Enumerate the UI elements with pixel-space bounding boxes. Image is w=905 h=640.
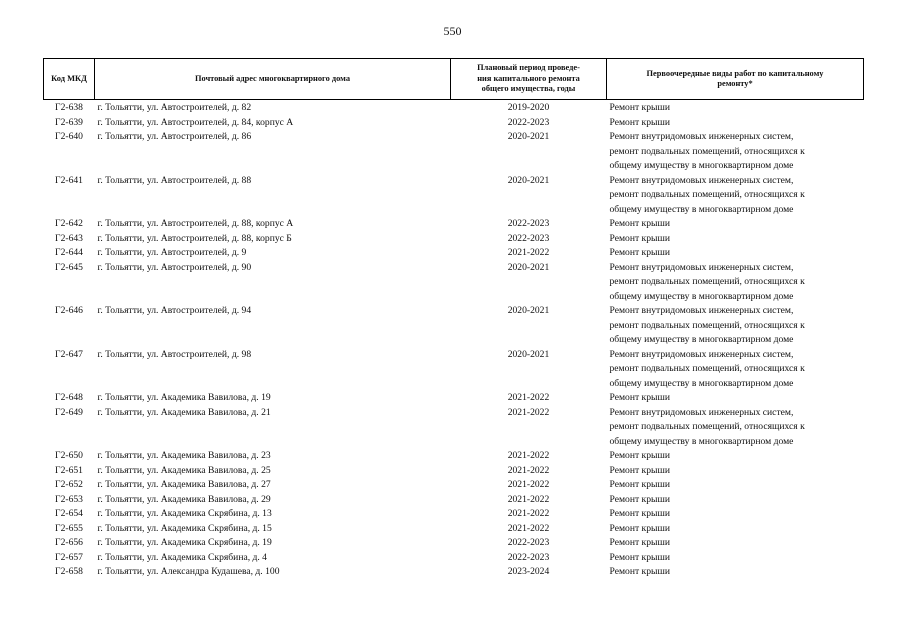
table-row [44,507,864,522]
table-row [44,522,864,537]
row-address: г. Тольятти, ул. Академика Скрябина, д. 4 [97,551,267,563]
header-works-line: Первоочередные виды работ по капитальному [646,68,824,78]
table-row [44,304,864,348]
row-address: г. Тольятти, ул. Александра Кудашева, д. 100 [97,566,280,577]
row-works [607,304,864,348]
works-line: ремонт подвальных помещений, относящихся к [609,363,805,374]
row-period: 2022-2023 [507,218,550,229]
row-period: 2019-2020 [507,102,550,113]
row-works [607,478,864,493]
table-row [44,246,864,261]
works-line: Ремонт крыши [609,232,670,244]
row-period: 2020-2021 [507,305,550,316]
works-line: Ремонт крыши [609,450,670,461]
header-period [451,59,607,100]
row-address: г. Тольятти, ул. Академика Вавилова, д. 19 [97,392,271,403]
row-code: Г2-642 [55,218,83,229]
row-period: 2022-2023 [507,537,550,548]
works-line: Ремонт крыши [609,116,670,128]
works-line: общему имуществу в многоквартирном доме [609,290,794,302]
row-period: 2020-2021 [507,348,550,360]
works-line: Ремонт внутридомовых инженерных систем, [609,406,794,418]
header-period-line: ния капитального ремонта [477,73,580,83]
row-works [607,100,864,116]
works-line: Ремонт внутридомовых инженерных систем, [609,305,794,316]
table-row [44,464,864,479]
row-works [607,261,864,305]
works-line: Ремонт крыши [609,508,670,519]
row-code: Г2-640 [55,131,83,142]
table-row [44,100,864,116]
row-period: 2020-2021 [507,174,550,186]
row-works [607,174,864,218]
row-address: г. Тольятти, ул. Академика Скрябина, д. 15 [97,522,272,534]
works-line: ремонт подвальных помещений, относящихся к [609,319,805,331]
row-code: Г2-641 [55,174,83,186]
row-works [607,406,864,450]
table-row [44,565,864,580]
table-row [44,551,864,566]
row-code: Г2-643 [55,232,83,244]
header-period-line: Плановый период проведе- [477,63,580,73]
row-code: Г2-645 [55,261,83,273]
table-row [44,406,864,450]
row-code: Г2-651 [55,464,83,476]
row-address: г. Тольятти, ул. Автостроителей, д. 98 [97,348,252,360]
row-address: г. Тольятти, ул. Автостроителей, д. 88 [97,174,252,186]
table-body [44,100,864,580]
row-period: 2022-2023 [507,116,550,128]
row-code: Г2-656 [55,537,83,548]
table-row [44,116,864,131]
row-works [607,348,864,392]
row-works [607,551,864,566]
works-line: Ремонт внутридомовых инженерных систем, [609,261,794,273]
table-row [44,348,864,392]
row-code: Г2-652 [55,479,83,490]
works-line: Ремонт крыши [609,102,670,113]
row-address: г. Тольятти, ул. Автостроителей, д. 94 [97,305,252,316]
header-code: Код МКД [44,59,95,100]
works-line: Ремонт крыши [609,537,670,548]
row-works [607,116,864,131]
row-works [607,130,864,174]
row-address: г. Тольятти, ул. Автостроителей, д. 82 [97,102,252,113]
row-address: г. Тольятти, ул. Автостроителей, д. 88, корпус Б [97,232,292,244]
row-works [607,536,864,551]
row-works [607,391,864,406]
row-period: 2021-2022 [507,522,550,534]
works-line: Ремонт крыши [609,464,670,476]
row-period: 2021-2022 [507,479,550,490]
works-line: Ремонт крыши [609,551,670,563]
row-works [607,246,864,261]
works-line: ремонт подвальных помещений, относящихся к [609,421,805,432]
row-works [607,493,864,508]
table-row [44,493,864,508]
row-address: г. Тольятти, ул. Академика Вавилова, д. 23 [97,450,271,461]
row-code: Г2-638 [55,102,83,113]
works-line: Ремонт крыши [609,392,670,403]
works-line: Ремонт внутридомовых инженерных систем, [609,131,794,142]
row-address: г. Тольятти, ул. Академика Вавилова, д. 21 [97,406,271,418]
row-code: Г2-655 [55,522,83,534]
row-period: 2021-2022 [507,450,550,461]
row-period: 2021-2022 [507,493,550,505]
works-line: ремонт подвальных помещений, относящихся к [609,189,805,200]
works-line: Ремонт крыши [609,566,670,577]
row-code: Г2-648 [55,392,83,403]
row-code: Г2-658 [55,566,83,577]
row-works [607,232,864,247]
works-line: Ремонт крыши [609,218,670,229]
row-period: 2022-2023 [507,232,550,244]
row-address: г. Тольятти, ул. Автостроителей, д. 90 [97,261,252,273]
table-row [44,391,864,406]
row-code: Г2-650 [55,450,83,461]
row-period: 2023-2024 [507,566,550,577]
row-period: 2021-2022 [507,464,550,476]
row-period: 2021-2022 [507,392,550,403]
row-address: г. Тольятти, ул. Академика Вавилова, д. 27 [97,479,271,490]
row-period: 2021-2022 [507,247,550,258]
row-address: г. Тольятти, ул. Автостроителей, д. 84, корпус А [97,116,294,128]
row-works [607,449,864,464]
works-line: Ремонт крыши [609,479,670,490]
works-line: Ремонт крыши [609,493,670,505]
row-address: г. Тольятти, ул. Автостроителей, д. 88, корпус А [97,218,294,229]
works-line: общему имуществу в многоквартирном доме [609,334,794,345]
table-row [44,232,864,247]
page-number: 550 [443,24,462,38]
capital-repair-table [43,58,864,580]
row-works [607,565,864,580]
works-line: общему имуществу в многоквартирном доме [609,435,794,447]
row-address: г. Тольятти, ул. Академика Вавилова, д. 25 [97,464,271,476]
row-period: 2022-2023 [507,551,550,563]
row-code: Г2-653 [55,493,83,505]
row-period: 2020-2021 [507,131,550,142]
works-line: общему имуществу в многоквартирном доме [609,203,794,215]
table-row [44,130,864,174]
header-works-line: ремонту* [717,79,753,88]
works-line: Ремонт крыши [609,522,670,534]
table-row [44,449,864,464]
header-works [607,59,864,100]
header-period-line: общего имущества, годы [481,84,576,94]
works-line: Ремонт крыши [609,247,670,258]
row-works [607,464,864,479]
table-row [44,536,864,551]
row-code: Г2-646 [55,305,83,316]
table-header [44,59,864,100]
works-line: Ремонт внутридомовых инженерных систем, [609,174,794,186]
table-row [44,217,864,232]
row-code: Г2-654 [55,508,83,519]
row-address: г. Тольятти, ул. Академика Скрябина, д. 13 [97,508,272,519]
works-line: общему имуществу в многоквартирном доме [609,377,794,389]
row-period: 2020-2021 [507,261,550,273]
works-line: общему имуществу в многоквартирном доме [609,160,794,171]
row-code: Г2-647 [55,348,83,360]
works-line: ремонт подвальных помещений, относящихся к [609,276,805,287]
row-code: Г2-644 [55,247,83,258]
header-address: Почтовый адрес многоквартирного дома [95,59,451,100]
row-works [607,507,864,522]
row-address: г. Тольятти, ул. Автостроителей, д. 9 [97,247,247,258]
row-code: Г2-657 [55,551,83,563]
row-code: Г2-639 [55,116,83,128]
table-row [44,174,864,218]
row-address: г. Тольятти, ул. Академика Вавилова, д. 29 [97,493,271,505]
row-works [607,522,864,537]
row-address: г. Тольятти, ул. Академика Скрябина, д. 19 [97,537,272,548]
table-row [44,478,864,493]
row-code: Г2-649 [55,406,83,418]
row-period: 2021-2022 [507,406,550,418]
works-line: Ремонт внутридомовых инженерных систем, [609,348,794,360]
works-line: ремонт подвальных помещений, относящихся к [609,145,805,157]
table-row [44,261,864,305]
row-period: 2021-2022 [507,508,550,519]
row-address: г. Тольятти, ул. Автостроителей, д. 86 [97,131,252,142]
row-works [607,217,864,232]
